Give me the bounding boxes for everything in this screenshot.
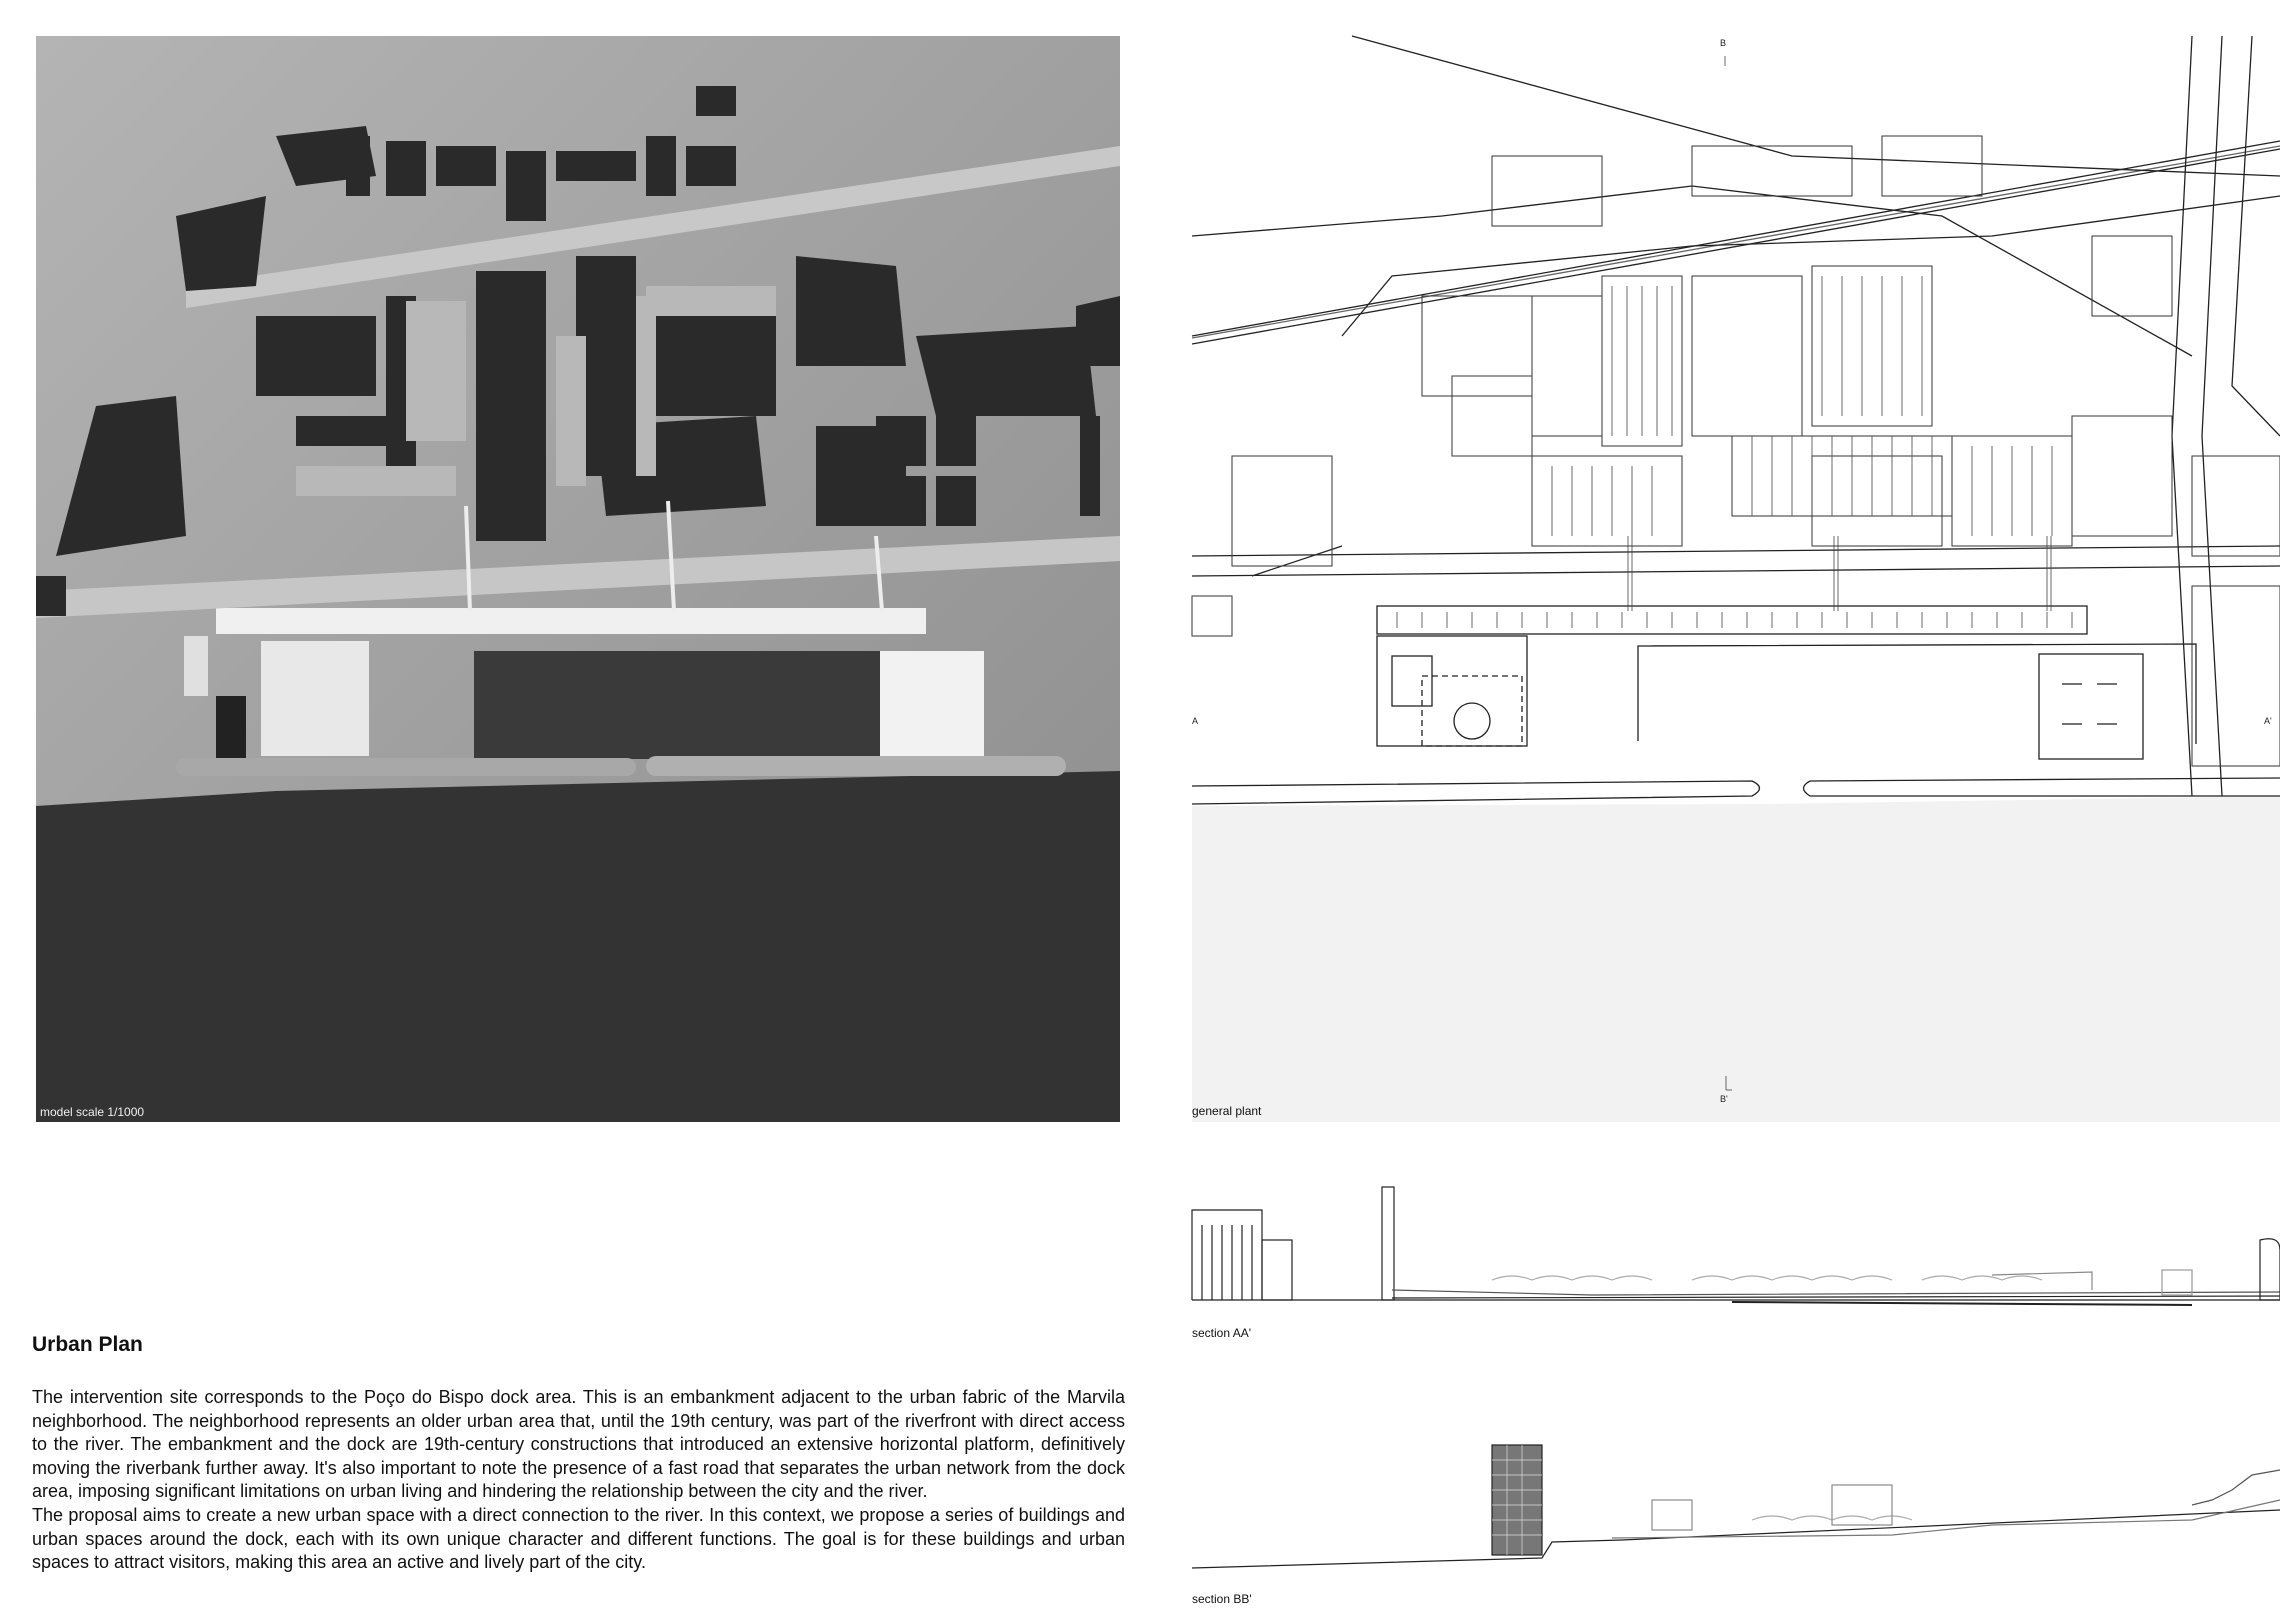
general-plan-drawing <box>1192 36 2280 1122</box>
model-caption: model scale 1/1000 <box>40 1105 145 1119</box>
marker-b-prime: B' <box>1720 1094 1728 1104</box>
marker-a: A <box>1192 716 1199 726</box>
marker-a-prime: A' <box>2264 716 2272 726</box>
section-aa-lines <box>1192 1180 2280 1325</box>
description-text <box>32 1386 1125 1575</box>
section-aa-drawing <box>1192 1180 2280 1340</box>
marker-b: B <box>1720 38 1727 48</box>
model-drawing <box>36 36 1120 1122</box>
paragraph-1: The intervention site corresponds to the Poço do Bispo dock area. This is an embankment adjacent to the urban fabric of the Marvila neighborhood. The neighborhood represents an older urban area that, until the 19th century, was part of the riverfront with direct access to the river. The embankment and the dock are 19th-century constructions that introduced an extensive horizontal platform, definitively moving the riverbank further away. It's also important to note the presence of a fast road that separates the urban network from the dock area, imposing significant limitations on urban living and hindering the relationship between the city and the river. <box>32 1387 1125 1502</box>
section-aa-caption: section AA' <box>1192 1326 1251 1340</box>
section-bb-caption: section BB' <box>1192 1592 1252 1606</box>
model-photo <box>36 36 1120 1122</box>
paragraph-2: The proposal aims to create a new urban space with a direct connection to the river. In this context, we propose a series of buildings and urban spaces around the dock, each with its own unique character and different functions. The goal is for these buildings and urban spaces to attract visitors, making this area an active and lively part of the city. <box>32 1504 1125 1573</box>
plan-caption: general plant <box>1192 1104 1262 1118</box>
section-bb-lines <box>1192 1430 2280 1590</box>
plan-lines <box>1192 36 2280 1122</box>
page-title: Urban Plan <box>32 1333 143 1356</box>
section-bb-drawing <box>1192 1430 2280 1610</box>
